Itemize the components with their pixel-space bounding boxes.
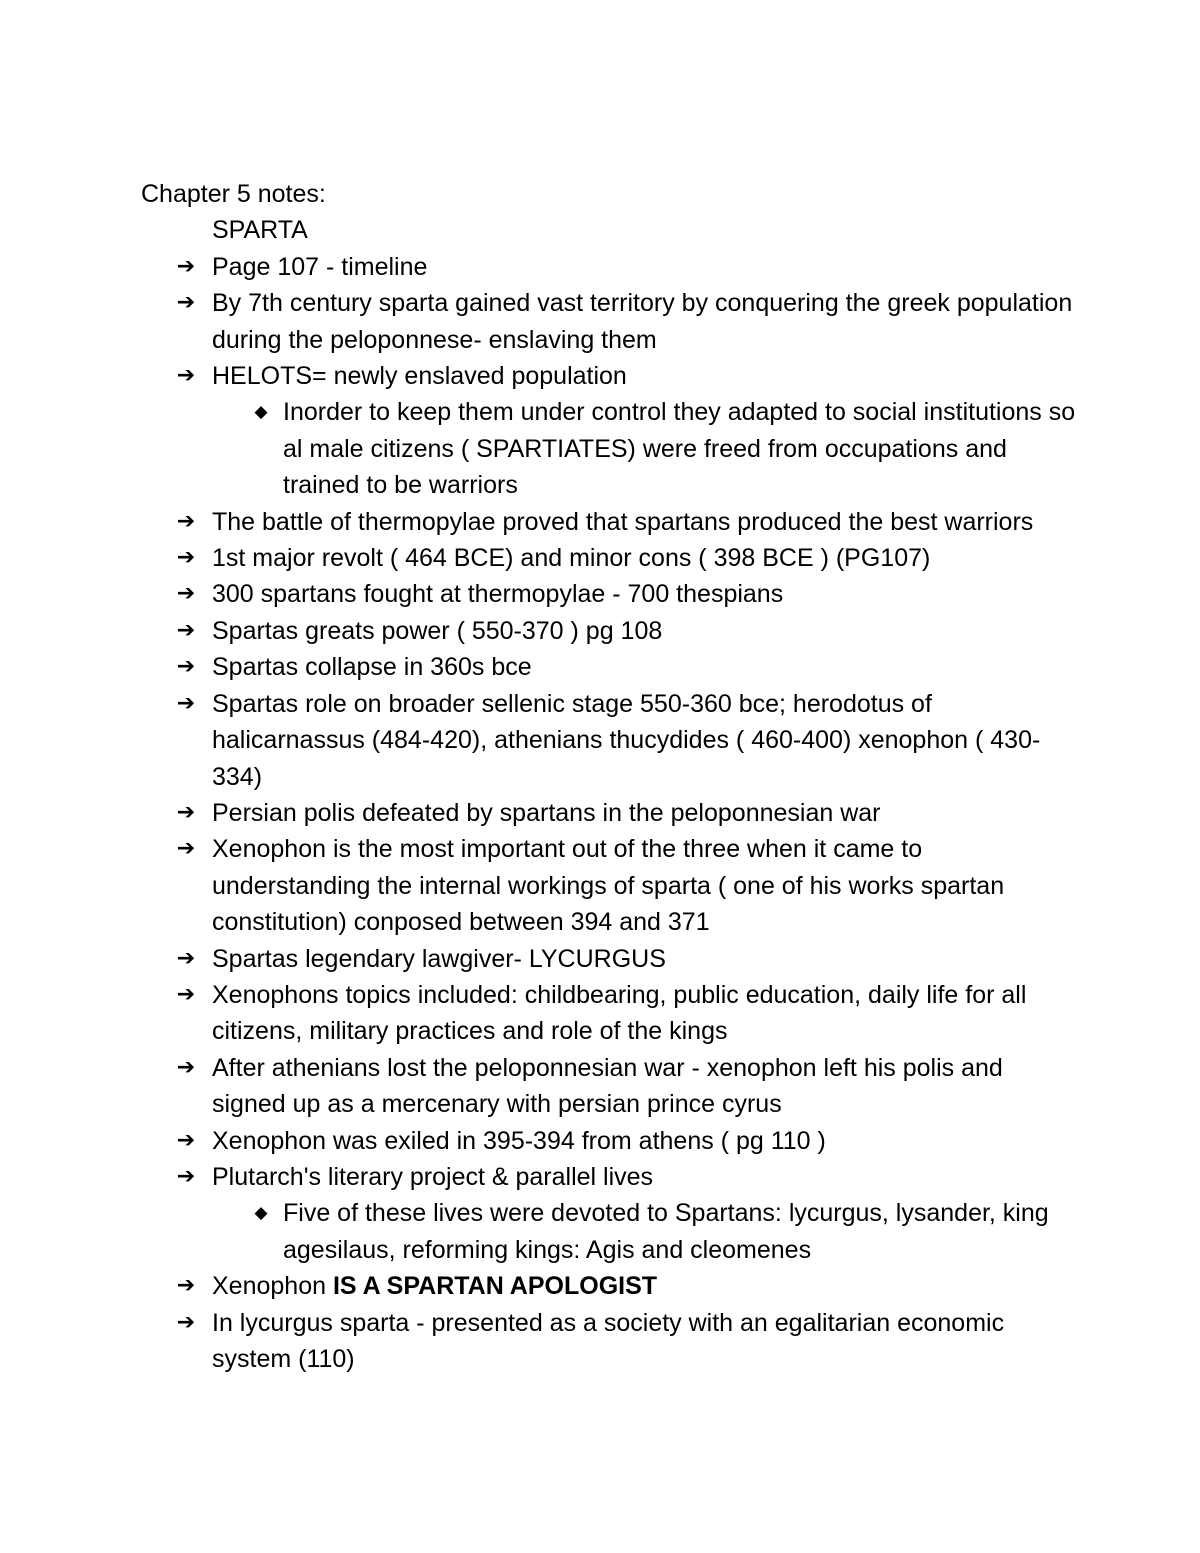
arrow-bullet-icon: ➔ (176, 981, 196, 1007)
list-item-text: Spartas greats power ( 550-370 ) pg 108 (212, 616, 663, 645)
list-item-text: By 7th century sparta gained vast territory by conquering the greek population during the peloponnese- enslaving them (212, 289, 1073, 354)
arrow-bullet-icon: ➔ (176, 799, 196, 825)
list-item-text: Persian polis defeated by spartans in the peloponnesian war (212, 798, 881, 827)
diamond-bullet-icon: ◆ (254, 1203, 268, 1224)
list-item-text: 1st major revolt ( 464 BCE) and minor cons ( 398 BCE ) (PG107) (212, 544, 931, 573)
list-item-text: Xenophon (212, 1272, 333, 1301)
arrow-bullet-icon: ➔ (176, 545, 196, 571)
list-item-text: 300 spartans fought at thermopylae - 700 thespians (212, 580, 784, 609)
sub-list-item (141, 1195, 1081, 1268)
list-item-bold-text: IS A SPARTAN APOLOGIST (332, 1272, 658, 1301)
list-item-text: Plutarch's literary project & parallel lives (212, 1162, 654, 1191)
list-item-text: Spartas collapse in 360s bce (212, 653, 532, 682)
arrow-bullet-icon: ➔ (176, 1127, 196, 1153)
arrow-bullet-icon: ➔ (176, 1163, 196, 1189)
list-item (141, 686, 1081, 795)
list-item (141, 1305, 1081, 1378)
arrow-bullet-icon: ➔ (176, 581, 196, 607)
list-item (141, 1050, 1081, 1123)
list-item-text: Page 107 - timeline (212, 252, 428, 281)
list-item (141, 1268, 1081, 1304)
list-item (141, 941, 1081, 977)
list-item-text: Five of these lives were devoted to Spartans: lycurgus, lysander, king agesilaus, reforming kings: Agis and cleomenes (283, 1199, 1049, 1264)
list-item-text: The battle of thermopylae proved that spartans produced the best warriors (212, 507, 1034, 536)
arrow-bullet-icon: ➔ (176, 363, 196, 389)
arrow-bullet-icon: ➔ (176, 1309, 196, 1335)
list-item-text: In lycurgus sparta - presented as a society with an egalitarian economic system (110) (212, 1308, 1005, 1373)
list-item-text: Xenophon is the most important out of the three when it came to understanding the internal workings of sparta ( one of his works spartan constitution) conposed between 394 and 371 (212, 835, 1005, 937)
diamond-bullet-icon: ◆ (254, 402, 268, 423)
list-item-text: Inorder to keep them under control they adapted to social institutions so al male citizens ( SPARTIATES) were freed from occupations and trained to be warriors (283, 398, 1076, 500)
list-item (141, 977, 1081, 1050)
list-item (141, 540, 1081, 576)
sub-list-item (141, 394, 1081, 503)
list-item-text: After athenians lost the peloponnesian war - xenophon left his polis and signed up as a mercenary with persian prince cyrus (212, 1053, 1003, 1119)
arrow-bullet-icon: ➔ (176, 617, 196, 643)
arrow-bullet-icon: ➔ (176, 690, 196, 716)
bullet-list (141, 249, 1081, 1378)
arrow-bullet-icon: ➔ (176, 253, 196, 279)
list-item-text: Xenophons topics included: childbearing, public education, daily life for all citizens, military practices and role of the kings (212, 980, 1027, 1046)
arrow-bullet-icon: ➔ (176, 654, 196, 680)
arrow-bullet-icon: ➔ (176, 508, 196, 534)
list-item-text: Xenophon was exiled in 395-394 from athens ( pg 110 ) (212, 1126, 826, 1155)
list-item (141, 504, 1081, 540)
list-item (141, 576, 1081, 612)
arrow-bullet-icon: ➔ (176, 836, 196, 862)
list-item (141, 1159, 1081, 1195)
list-item (141, 649, 1081, 685)
list-item (141, 1123, 1081, 1159)
list-item (141, 613, 1081, 649)
list-item-text: Spartas role on broader sellenic stage 550-360 bce; herodotus of halicarnassus (484-420), athenians thucydides ( 460-400) xenophon ( 430-334) (212, 689, 1041, 791)
list-item (141, 285, 1081, 358)
document-heading: Chapter 5 notes: (141, 180, 326, 208)
list-item-text: Spartas legendary lawgiver- LYCURGUS (212, 944, 666, 973)
arrow-bullet-icon: ➔ (176, 290, 196, 316)
notes-document (141, 176, 1081, 1377)
arrow-bullet-icon: ➔ (176, 1273, 196, 1299)
list-item (141, 831, 1081, 940)
section-title: SPARTA (212, 216, 308, 245)
list-item-text: HELOTS= newly enslaved population (212, 362, 627, 391)
arrow-bullet-icon: ➔ (176, 945, 196, 971)
list-item (141, 249, 1081, 285)
list-item (141, 795, 1081, 831)
arrow-bullet-icon: ➔ (176, 1054, 196, 1080)
list-item (141, 358, 1081, 394)
